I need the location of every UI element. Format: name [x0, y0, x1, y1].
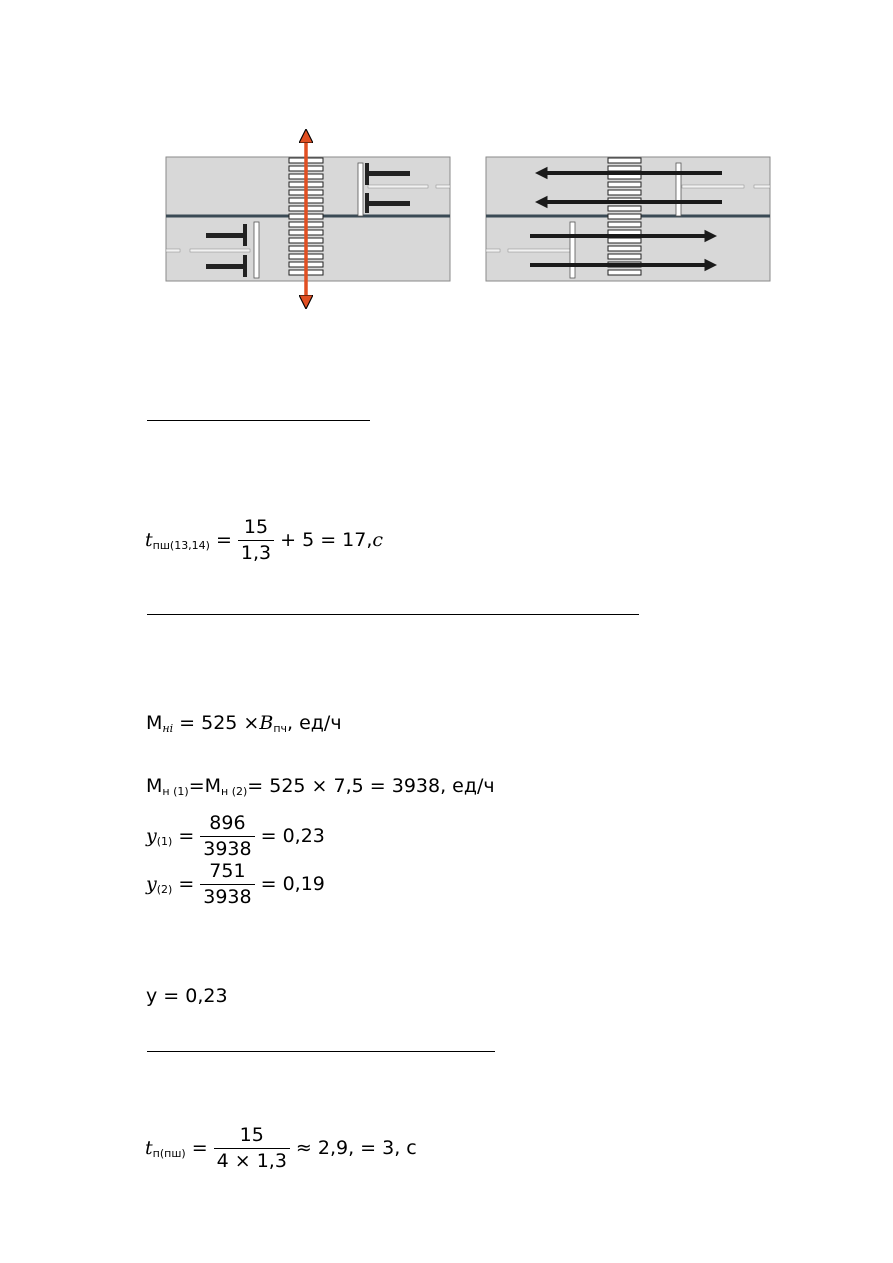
- heading-underline-2: [147, 614, 639, 615]
- crosswalk-stripe: [608, 158, 641, 163]
- right-intersection-panel: [486, 157, 770, 281]
- crosswalk-stripe: [608, 238, 641, 243]
- left-intersection-panel: [166, 136, 450, 302]
- crosswalk-stripe: [608, 222, 641, 227]
- crosswalk-stripe: [608, 254, 641, 259]
- crosswalk-stripe: [608, 182, 641, 187]
- crosswalk-stripe: [608, 214, 641, 219]
- formula-t-p-psh: t п(пш) = $\frac{15}{4 \times 1,3}$ ≈ 2,9, = 3, c: [145, 1124, 417, 1172]
- crosswalk-stripe: [608, 270, 641, 275]
- formula-m-ni: М нi = 525 × B пч , ед/ч: [146, 712, 342, 735]
- formula-m-n12: М н (1) = М н (2) = 525 × 7,5 = 3938, ед/ч: [146, 775, 495, 798]
- stop-line-bottom: [254, 222, 259, 278]
- heading-underline-3: [147, 1051, 495, 1052]
- formula-y1: y (1) = $\frac{896}{3938}$ = 0,23: [146, 812, 325, 860]
- crosswalk-stripe: [608, 190, 641, 195]
- formula-t-psh: t пш(13,14) = $\frac{15}{1,3}$ + 5 = 17, c: [145, 516, 384, 564]
- stop-line-top: [358, 163, 363, 216]
- crossing-diagram: [0, 0, 893, 330]
- formula-y2: y (2) = $\frac{751}{3938}$ = 0,19: [146, 860, 325, 908]
- crosswalk-stripe: [608, 246, 641, 251]
- crosswalk-right: [608, 158, 641, 275]
- heading-underline-1: [147, 420, 370, 421]
- crosswalk-stripe: [608, 166, 641, 171]
- crosswalk-stripe: [608, 206, 641, 211]
- formula-y-result: y = 0,23: [146, 985, 228, 1007]
